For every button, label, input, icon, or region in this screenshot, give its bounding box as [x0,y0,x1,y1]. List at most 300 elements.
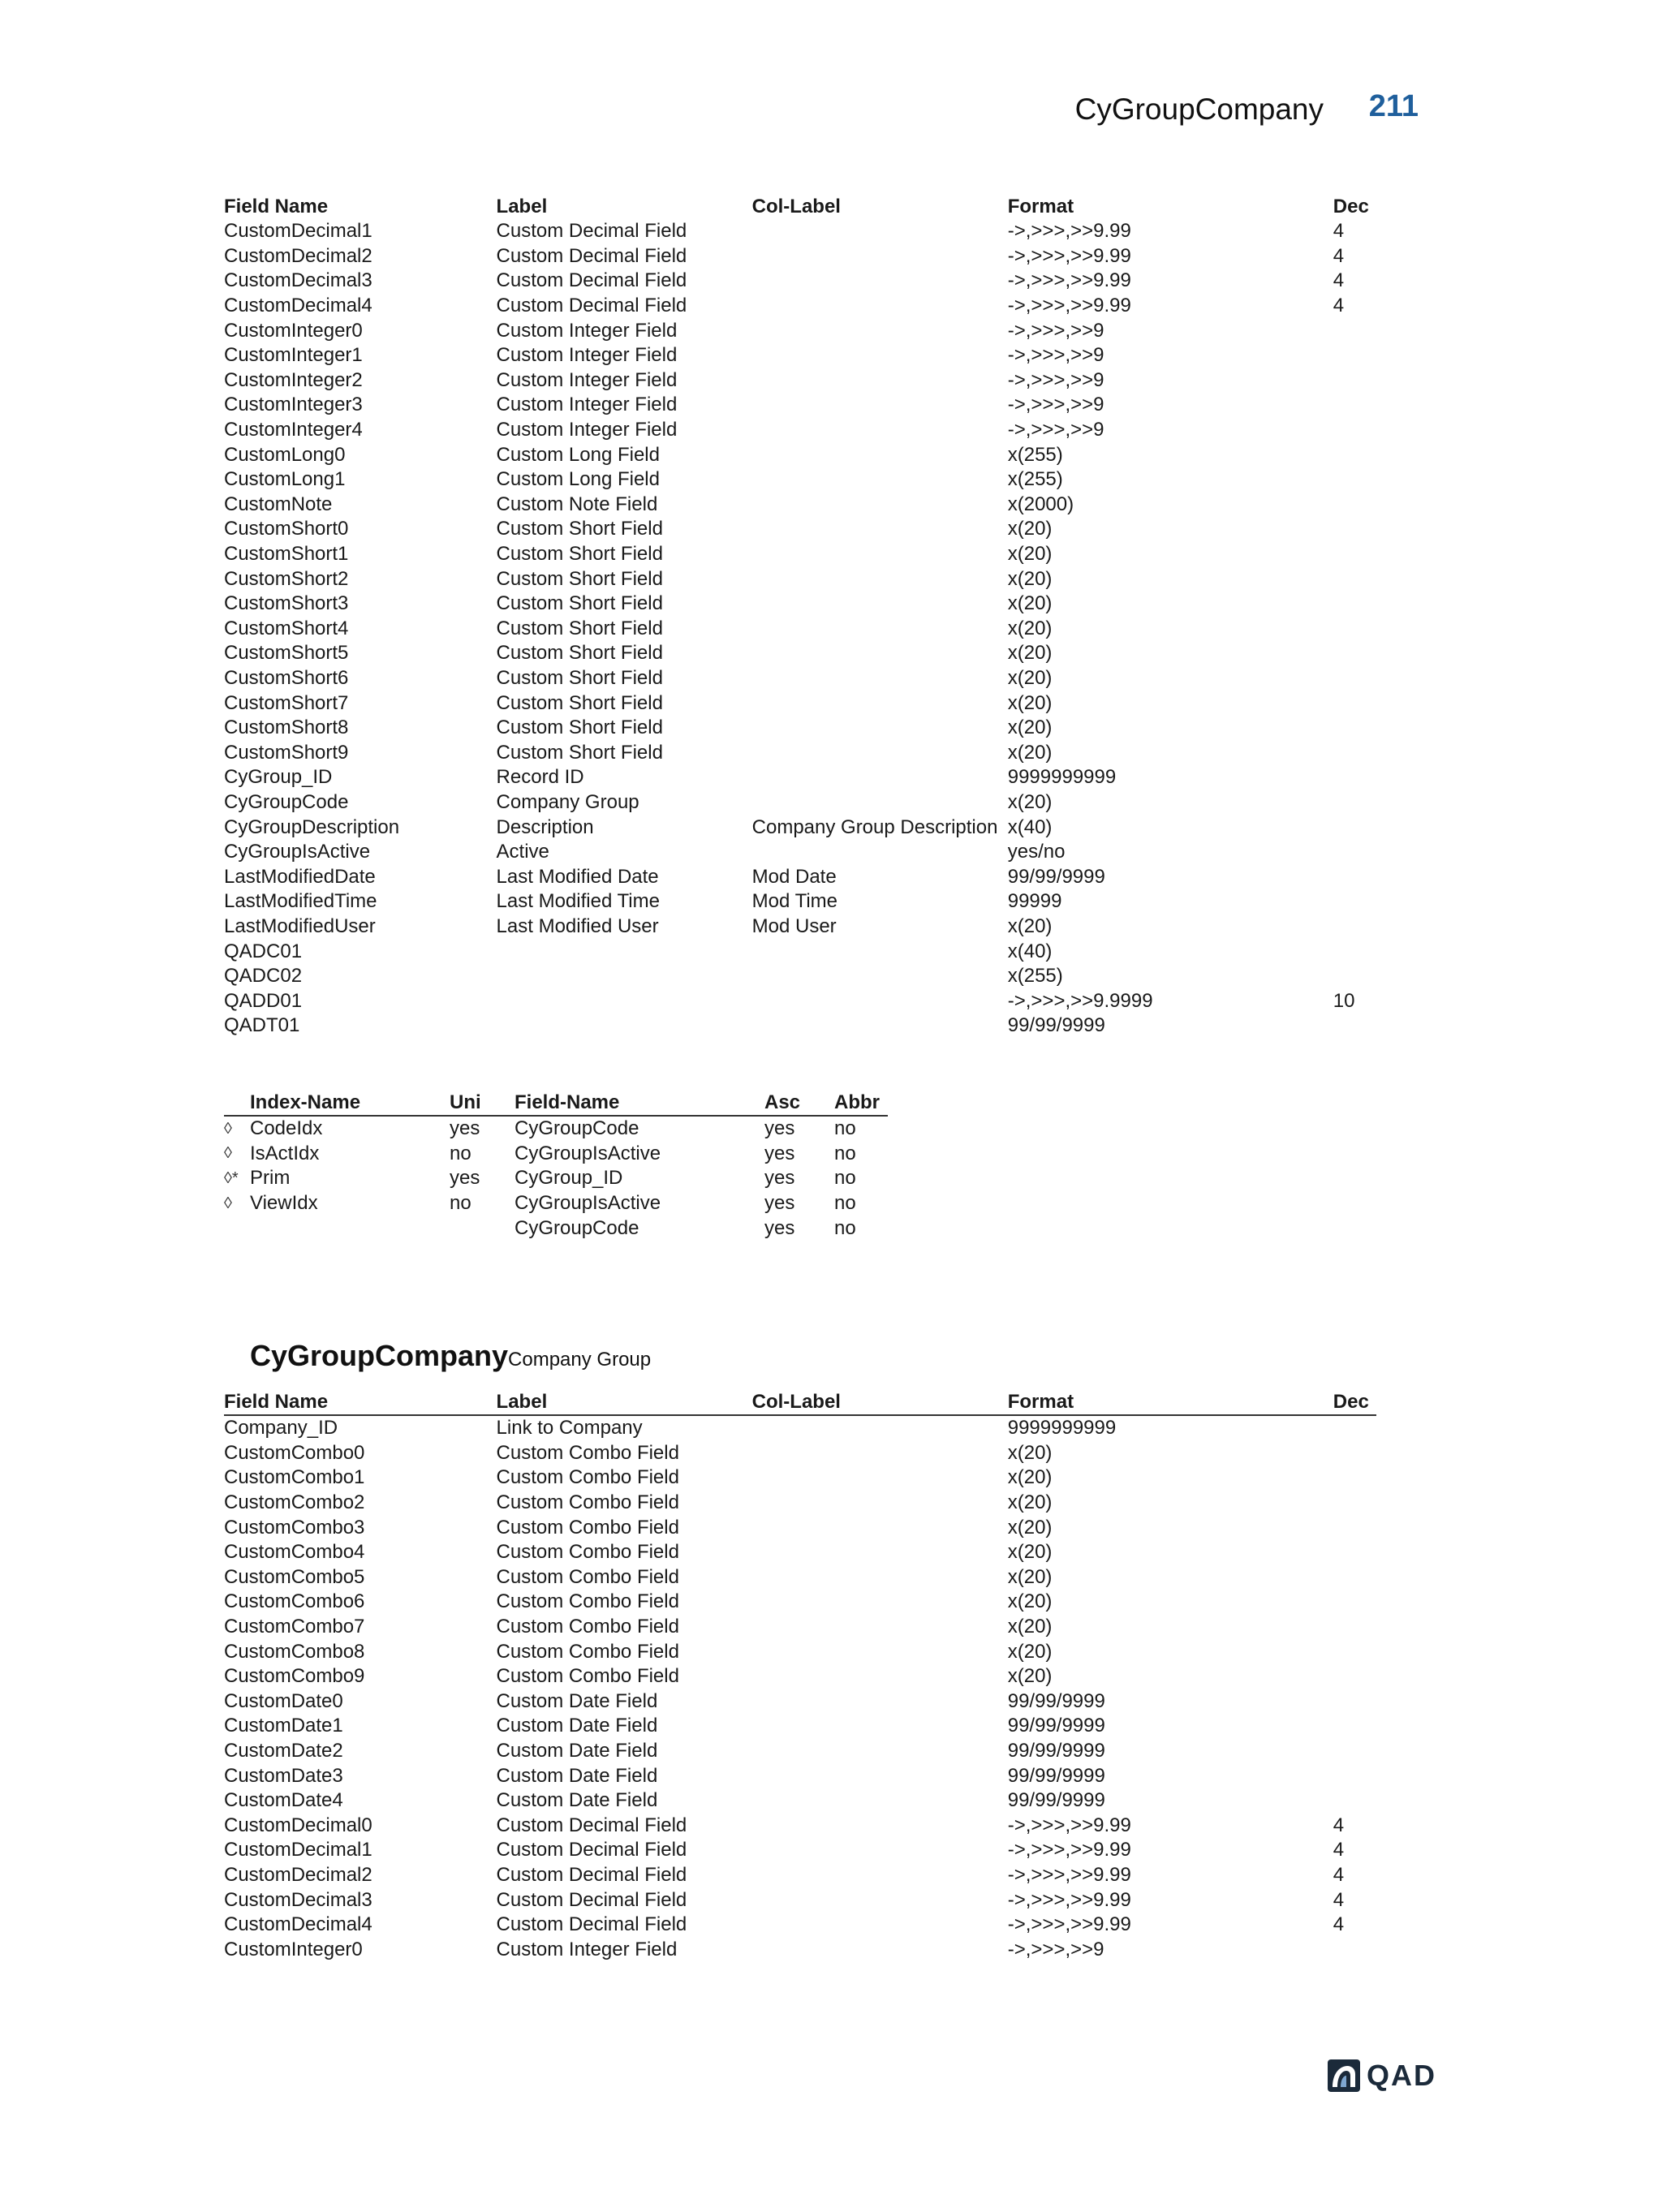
table-header-row [224,1390,1376,1415]
table-row [224,889,1376,914]
field-name-cell: CustomCombo6 [224,1590,365,1613]
label-cell: Description [496,816,594,838]
dec-cell [1333,517,1376,542]
label-cell: Custom Combo Field [496,1616,679,1638]
table-row [224,716,1376,741]
col-label-cell: Company Group Description [751,816,998,838]
table-row [224,493,1376,518]
col-label-cell [752,517,1008,542]
column-header-format: Format [1007,196,1074,217]
qad-logo [1328,2059,1445,2092]
format-cell: x(20) [1007,1466,1053,1489]
column-header-label: Label [496,196,548,217]
col-label-cell [752,368,1008,394]
field-name-cell: CyGroup_ID [224,766,333,789]
format-cell: x(20) [1007,666,1053,689]
dec-cell [1333,790,1376,816]
field-name-cell: CustomShort7 [224,691,349,714]
column-header-field-name: Field-Name [515,1091,764,1116]
field-name-cell: CyGroupCode [515,1216,639,1239]
field-name-cell: LastModifiedDate [224,865,376,888]
format-cell: ->,>>>,>>9.99 [1007,220,1131,243]
field-name-cell: CustomInteger4 [224,419,363,441]
index-marker: ◊ [224,1119,232,1138]
table-row [224,617,1376,642]
field-name-cell: CustomShort6 [224,666,349,689]
col-label-cell [752,442,1008,467]
field-name-cell: QADC01 [224,940,303,962]
field-name-cell: CustomCombo9 [224,1665,365,1688]
col-label-cell [752,1590,1008,1615]
format-cell: x(20) [1007,741,1053,764]
field-name-cell: CustomCombo0 [224,1441,365,1464]
dec-cell [1333,1788,1376,1814]
dec-cell [1333,617,1376,642]
field-name-cell: QADD01 [224,989,303,1012]
format-cell: 99/99/9999 [1007,1740,1105,1762]
format-cell: 99/99/9999 [1007,1689,1105,1712]
dec-cell: 4 [1333,1814,1345,1836]
col-label-cell [752,1763,1008,1788]
label-cell: Custom Combo Field [496,1565,679,1588]
field-name-cell: CustomShort5 [224,642,349,665]
format-cell: ->,>>>,>>9 [1007,419,1104,441]
format-cell: ->,>>>,>>9 [1007,1938,1104,1960]
dec-cell [1333,641,1376,666]
dec-cell [1333,840,1376,865]
table-row [224,269,1376,294]
table-row [224,1937,1376,1962]
field-name-cell: CustomDate0 [224,1689,343,1712]
table-row [224,418,1376,443]
label-cell: Custom Decimal Field [496,1814,687,1836]
field-name-cell: CyGroupIsActive [515,1142,661,1164]
index-name-cell: CodeIdx [250,1117,323,1140]
col-label-cell [752,1838,1008,1863]
format-cell: yes/no [1007,841,1066,863]
col-label-cell [752,790,1008,816]
table-row [224,566,1376,592]
field-name-cell: CyGroupIsActive [224,841,371,863]
col-label-cell [752,740,1008,765]
col-label-cell [752,1615,1008,1640]
column-header-uni: Uni [450,1091,515,1116]
col-label-cell [752,269,1008,294]
dec-cell: 4 [1333,1888,1345,1911]
format-cell: ->,>>>,>>9.99 [1007,269,1131,292]
table-row [224,740,1376,765]
format-cell: ->,>>>,>>9.99 [1007,1814,1131,1836]
table-row [224,1887,1376,1913]
table-row [224,542,1376,567]
index-name-cell: IsActIdx [250,1142,320,1164]
dec-cell: 4 [1333,244,1345,267]
format-cell: x(20) [1007,1516,1053,1539]
column-header-dec: Dec [1333,196,1369,217]
index-name-cell: ViewIdx [250,1192,318,1215]
field-name-cell: CustomNote [224,493,333,515]
col-label-cell [752,1465,1008,1491]
label-cell [497,964,752,989]
field-name-cell: LastModifiedUser [224,914,376,937]
format-cell: x(20) [1007,1665,1053,1688]
table-row [224,641,1376,666]
field-name-cell: CustomShort1 [224,543,349,566]
table-row [224,964,1376,989]
index-marker: ◊ [224,1194,232,1212]
dec-cell [1333,467,1376,493]
column-header-format: Format [1008,1390,1333,1415]
dec-cell: 4 [1333,1839,1345,1861]
col-label-cell [752,219,1008,244]
format-cell: 9999999999 [1007,766,1117,789]
label-cell: Custom Short Field [496,642,663,665]
field-name-cell: CustomCombo2 [224,1491,365,1514]
label-cell: Last Modified User [496,914,659,937]
dec-cell [1333,1639,1376,1664]
label-cell: Custom Short Field [496,592,663,615]
index-marker: ◊* [224,1168,239,1187]
field-name-cell: CustomDecimal1 [224,1839,372,1861]
abbreviated-cell: no [834,1167,856,1190]
table-row [224,343,1376,368]
table-row [224,1814,1376,1839]
format-cell: x(2000) [1007,493,1074,515]
field-name-cell: CyGroupCode [515,1117,639,1140]
table-row [224,1142,888,1167]
ascending-cell: yes [764,1216,795,1239]
format-cell: x(40) [1007,940,1053,962]
field-name-cell: CyGroupDescription [224,816,400,838]
dec-cell [1333,889,1376,914]
column-header-col-label: Col-Label [751,196,841,217]
format-cell: ->,>>>,>>9 [1007,368,1104,391]
col-label-cell [752,566,1008,592]
dec-cell [1333,418,1376,443]
label-cell: Record ID [496,766,584,789]
qad-logo-text: QAD [1367,2059,1436,2092]
table-row [224,219,1376,244]
dec-cell [1333,740,1376,765]
label-cell: Custom Date Field [496,1689,658,1712]
label-cell: Custom Integer Field [496,1938,678,1960]
column-header-field-name: Field Name [224,1390,497,1415]
column-header-index-name: Index-Name [250,1091,450,1116]
table-row [224,1788,1376,1814]
format-cell: ->,>>>,>>9 [1007,319,1104,342]
label-cell: Custom Note Field [496,493,658,515]
field-name-cell: CustomDate3 [224,1764,343,1787]
dec-cell [1333,393,1376,418]
col-label-cell: Mod User [751,914,837,937]
table-row [224,1491,1376,1516]
field-name-cell: CustomShort3 [224,592,349,615]
table-row [224,393,1376,418]
field-name-cell: CustomInteger0 [224,319,363,342]
label-cell: Company Group [496,790,639,813]
label-cell: Link to Company [496,1417,643,1440]
col-label-cell [752,716,1008,741]
format-cell: x(20) [1007,1565,1053,1588]
label-cell [497,939,752,964]
col-label-cell [752,1415,1008,1441]
field-name-cell: CyGroup_ID [515,1167,623,1190]
field-name-cell: CustomDecimal4 [224,295,372,317]
format-cell: x(40) [1007,816,1053,838]
fields-table-cygroup [224,195,1376,1039]
col-label-cell [752,343,1008,368]
col-label-cell [752,1863,1008,1888]
table-row [224,1739,1376,1764]
fields-table-body [224,219,1376,1039]
field-name-cell: CustomCombo4 [224,1541,365,1564]
column-header-abbr: Abbr [834,1091,888,1116]
table-row [224,517,1376,542]
table-row [224,442,1376,467]
table-row [224,840,1376,865]
label-cell: Custom Combo Field [496,1640,679,1663]
table-row [224,1590,1376,1615]
col-label-cell [752,641,1008,666]
col-label-cell [752,1565,1008,1590]
col-label-cell [752,1887,1008,1913]
col-label-cell [752,542,1008,567]
col-label-cell [752,1664,1008,1689]
table-row [224,666,1376,691]
label-cell: Custom Combo Field [496,1441,679,1464]
page-header [0,88,1662,136]
table-row [224,1863,1376,1888]
dec-cell [1333,1739,1376,1764]
dec-cell: 4 [1333,295,1345,317]
field-name-cell: CustomDecimal4 [224,1913,372,1936]
dec-cell [1333,542,1376,567]
format-cell: x(20) [1007,691,1053,714]
format-cell: x(20) [1007,790,1053,813]
format-cell: 99/99/9999 [1007,1764,1105,1787]
field-name-cell: CustomShort9 [224,741,349,764]
table-row [224,790,1376,816]
label-cell: Custom Integer Field [496,394,678,416]
label-cell: Custom Combo Field [496,1466,679,1489]
dec-cell [1333,964,1376,989]
label-cell: Last Modified Time [496,890,660,913]
format-cell: 99/99/9999 [1007,865,1105,888]
format-cell: x(20) [1007,1616,1053,1638]
col-label-cell [752,691,1008,716]
format-cell: x(20) [1007,1441,1053,1464]
format-cell: ->,>>>,>>9.99 [1007,295,1131,317]
table-row [224,1913,1376,1938]
table-row [224,368,1376,394]
label-cell [497,988,752,1013]
format-cell: x(20) [1007,617,1053,639]
column-header-col-label: Col-Label [752,1390,1008,1415]
col-label-cell [752,418,1008,443]
dec-cell [1333,1465,1376,1491]
col-label-cell [752,1788,1008,1814]
col-label-cell [752,1515,1008,1540]
field-name-cell: QADT01 [224,1014,300,1037]
dec-cell [1333,716,1376,741]
format-cell: x(20) [1007,1640,1053,1663]
table-row [224,1639,1376,1664]
format-cell: 99/99/9999 [1007,1715,1105,1737]
col-label-cell [752,393,1008,418]
table-row [224,1565,1376,1590]
format-cell: x(255) [1007,965,1063,988]
col-label-cell [752,294,1008,319]
field-name-cell: CustomDate4 [224,1789,343,1812]
label-cell: Custom Decimal Field [496,1888,687,1911]
table-row [224,988,1376,1013]
label-cell: Custom Decimal Field [496,1863,687,1886]
table-row [224,1838,1376,1863]
label-cell: Custom Short Field [496,617,663,639]
col-label-cell [752,1540,1008,1565]
label-cell: Custom Combo Field [496,1541,679,1564]
field-name-cell: CustomDecimal0 [224,1814,372,1836]
dec-cell: 4 [1333,220,1345,243]
col-label-cell [752,1714,1008,1739]
label-cell: Custom Date Field [496,1789,658,1812]
dec-cell [1333,1689,1376,1715]
table-row [224,691,1376,716]
table-row [224,1615,1376,1640]
ascending-cell: yes [764,1142,795,1164]
label-cell: Custom Date Field [496,1764,658,1787]
field-name-cell: CustomCombo7 [224,1616,365,1638]
col-label-cell [752,964,1008,989]
table-row [224,1166,888,1191]
field-name-cell: CustomDecimal3 [224,269,372,292]
dec-cell [1333,493,1376,518]
format-cell: 99/99/9999 [1007,1014,1105,1037]
field-name-cell: CyGroupIsActive [515,1192,661,1215]
label-cell: Active [496,841,549,863]
format-cell: x(20) [1007,717,1053,739]
abbreviated-cell: no [834,1142,856,1164]
table-row [224,1763,1376,1788]
fields-table-body [224,1415,1376,1962]
label-cell: Custom Decimal Field [496,244,687,267]
label-cell: Custom Integer Field [496,368,678,391]
dec-cell: 10 [1333,989,1355,1012]
field-name-cell: CustomDecimal3 [224,1888,372,1911]
index-marker-header [224,1091,250,1116]
table-row [224,1515,1376,1540]
dec-cell [1333,914,1376,940]
dec-cell [1333,1615,1376,1640]
col-label-cell [752,988,1008,1013]
ascending-cell: yes [764,1117,795,1140]
label-cell: Custom Long Field [496,468,660,491]
fields-table-cygroupcompany [224,1390,1376,1962]
dec-cell [1333,815,1376,840]
table-row [224,864,1376,889]
dec-cell [1333,368,1376,394]
page-number: 211 [1368,89,1419,123]
table-row [224,914,1376,940]
table-header-row [224,195,1376,219]
dec-cell [1333,1415,1376,1441]
field-name-cell: QADC02 [224,965,303,988]
format-cell: x(255) [1007,443,1063,466]
field-name-cell: CustomCombo8 [224,1640,365,1663]
index-table [224,1091,888,1241]
col-label-cell [752,467,1008,493]
field-name-cell: CustomCombo5 [224,1565,365,1588]
dec-cell [1333,939,1376,964]
dec-cell [1333,666,1376,691]
label-cell: Custom Long Field [496,443,660,466]
field-name-cell: CustomDate2 [224,1740,343,1762]
field-name-cell: CustomShort4 [224,617,349,639]
abbreviated-cell: no [834,1216,856,1239]
table-row [224,1191,888,1216]
field-name-cell: CustomShort0 [224,518,349,540]
table-header-row [224,1091,888,1116]
index-marker: ◊ [224,1144,232,1163]
table-section-title [250,1339,651,1373]
unique-cell: no [450,1142,471,1164]
dec-cell [1333,592,1376,617]
table-description: Company Group [508,1349,652,1371]
label-cell: Custom Short Field [496,666,663,689]
field-name-cell: CustomInteger0 [224,1938,363,1960]
table-row [224,1116,888,1142]
col-label-cell [752,765,1008,790]
table-row [224,1216,888,1241]
field-name-cell: CustomDate1 [224,1715,343,1737]
label-cell: Custom Combo Field [496,1516,679,1539]
field-name-cell: CustomDecimal2 [224,244,372,267]
field-name-cell: CustomDecimal1 [224,220,372,243]
field-name-cell: CyGroupCode [224,790,349,813]
field-name-cell: LastModifiedTime [224,890,377,913]
field-name-cell: CustomDecimal2 [224,1863,372,1886]
field-name-cell: CustomInteger3 [224,394,363,416]
table-row [224,1664,1376,1689]
dec-cell [1333,1540,1376,1565]
table-row [224,1714,1376,1739]
format-cell: x(20) [1007,518,1053,540]
table-row [224,1415,1376,1441]
dec-cell [1333,1664,1376,1689]
dec-cell [1333,1590,1376,1615]
dec-cell [1333,1013,1376,1039]
col-label-cell [752,592,1008,617]
unique-cell: yes [450,1117,480,1140]
dec-cell: 4 [1333,1913,1345,1936]
format-cell: x(20) [1007,1590,1053,1613]
col-label-cell [752,1639,1008,1664]
unique-cell: no [450,1192,471,1215]
format-cell: x(20) [1007,543,1053,566]
table-row [224,1441,1376,1466]
column-header-asc: Asc [764,1091,834,1116]
label-cell: Custom Short Field [496,567,663,590]
label-cell: Custom Combo Field [496,1491,679,1514]
format-cell: x(255) [1007,468,1063,491]
format-cell: ->,>>>,>>9.99 [1007,1888,1131,1911]
format-cell: x(20) [1007,914,1053,937]
format-cell: ->,>>>,>>9.99 [1007,1839,1131,1861]
label-cell: Custom Short Field [496,741,663,764]
col-label-cell [752,617,1008,642]
field-name-cell: CustomLong0 [224,443,346,466]
col-label-cell [752,493,1008,518]
